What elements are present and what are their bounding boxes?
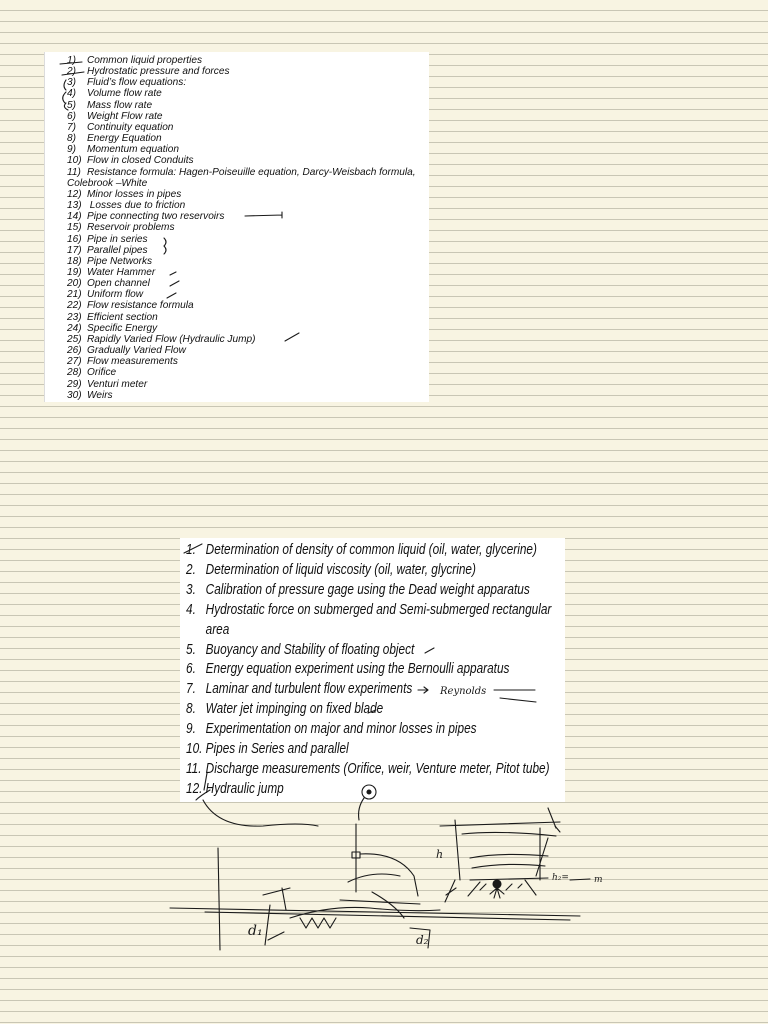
topic-number: 3) bbox=[67, 77, 76, 89]
topic-number: 6) bbox=[67, 110, 76, 122]
topic-number: 23) bbox=[67, 311, 82, 323]
experiment-marks bbox=[184, 544, 536, 800]
topic-text: Flow measurements bbox=[87, 356, 178, 368]
topic-text: Mass flow rate bbox=[87, 99, 153, 111]
topic-text: Common liquid properties bbox=[87, 55, 203, 66]
topic-number: 5) bbox=[67, 99, 76, 111]
topic-text: Reservoir problems bbox=[87, 222, 175, 234]
topic-number: 28) bbox=[67, 367, 82, 379]
experiment-number: 6. bbox=[186, 661, 196, 678]
topic-text: Hydrostatic pressure and forces bbox=[87, 66, 230, 78]
topic-text: Parallel pipes bbox=[87, 244, 148, 256]
topic-number: 1) bbox=[67, 55, 76, 66]
topic-text: Pipe in series bbox=[87, 233, 148, 245]
experiment-number: 9. bbox=[186, 721, 196, 738]
topic-number: 21) bbox=[67, 289, 82, 301]
topic-checkmarks bbox=[164, 212, 299, 341]
experiment-number: 8. bbox=[186, 701, 196, 718]
topic-number: 2) bbox=[67, 66, 76, 78]
topic-number: 22) bbox=[67, 300, 82, 312]
experiment-number: 5. bbox=[186, 641, 196, 658]
topic-number: 27) bbox=[67, 356, 82, 368]
topic-text: Efficient section bbox=[87, 311, 158, 323]
experiment-number: 7. bbox=[186, 681, 196, 698]
experiment-number: 12. bbox=[186, 780, 203, 797]
experiment-number: 3. bbox=[186, 581, 196, 598]
topic-number: 4) bbox=[67, 88, 76, 100]
experiment-text: Calibration of pressure gage using the Dead weight apparatus bbox=[205, 581, 530, 598]
topic-number: 7) bbox=[67, 121, 76, 133]
topic-number: 16) bbox=[67, 233, 82, 245]
topic-text: Fluid’s flow equations: bbox=[87, 77, 187, 89]
topic-text: Uniform flow bbox=[87, 289, 144, 301]
topic-text: Flow resistance formula bbox=[87, 300, 194, 312]
topic-number: 11) bbox=[67, 166, 81, 178]
topic-text: Minor losses in pipes bbox=[87, 188, 182, 200]
topic-text: Specific Energy bbox=[87, 322, 158, 334]
topic-text: Energy Equation bbox=[87, 133, 162, 145]
topic-number: 15) bbox=[67, 222, 82, 234]
topic-text: Resistance formula: Hagen-Poiseuille equation, Darcy-Weisbach formula, Colebrook –White bbox=[67, 166, 416, 189]
experiment-number: 4. bbox=[186, 601, 196, 618]
label-d2: d₂ bbox=[416, 933, 429, 947]
topic-number: 10) bbox=[67, 155, 82, 167]
topic-text: Continuity equation bbox=[87, 121, 174, 133]
topic-number: 19) bbox=[67, 266, 82, 278]
experiment-text: Determination of liquid viscosity (oil, water, glycrine) bbox=[205, 561, 476, 578]
topic-text: Flow in closed Conduits bbox=[87, 155, 194, 167]
label-m: m bbox=[594, 875, 603, 885]
topic-number: 13) bbox=[67, 200, 82, 212]
label-h2: h₂= bbox=[552, 873, 569, 883]
label-h: h bbox=[436, 848, 444, 861]
experiment-text: Hydrostatic force on submerged and Semi-submerged rectangular bbox=[205, 601, 552, 618]
topic-number: 14) bbox=[67, 211, 82, 223]
topic-number: 17) bbox=[67, 244, 82, 256]
topic-number: 29) bbox=[67, 378, 82, 390]
topic-text: Orifice bbox=[87, 367, 117, 379]
topic-number: 8) bbox=[67, 133, 76, 145]
experiment-text: Pipes in Series and parallel bbox=[205, 741, 349, 758]
topic-text: Venturi meter bbox=[87, 378, 148, 390]
topic-number: 12) bbox=[67, 188, 82, 200]
topic-number: 24) bbox=[67, 322, 82, 334]
topic-text: Pipe Networks bbox=[87, 255, 153, 267]
topic-text: Pipe connecting two reservoirs bbox=[87, 211, 225, 223]
topic-number: 9) bbox=[67, 144, 76, 156]
experiment-number: 1. bbox=[186, 542, 196, 558]
experiment-text: Hydraulic jump bbox=[205, 780, 284, 797]
topic-text: Momentum equation bbox=[87, 144, 180, 156]
experiment-text-continuation: area bbox=[205, 621, 230, 638]
topic-number: 25) bbox=[67, 333, 82, 345]
topic-text: Weirs bbox=[87, 389, 113, 401]
topic-text: Open channel bbox=[87, 278, 150, 290]
topic-text: Losses due to friction bbox=[87, 200, 186, 212]
topic-text: Water Hammer bbox=[87, 266, 156, 278]
experiment-text: Water jet impinging on fixed blade bbox=[205, 701, 384, 718]
topic-strikes bbox=[60, 62, 84, 110]
label-d1: d₁ bbox=[248, 923, 263, 939]
experiment-text: Laminar and turbulent flow experiments bbox=[205, 681, 413, 698]
topic-number: 18) bbox=[67, 255, 82, 267]
topic-number: 30) bbox=[67, 389, 82, 401]
topic-number: 26) bbox=[67, 345, 82, 357]
sketch-tank bbox=[440, 808, 590, 902]
experiment-text: Experimentation on major and minor losses in pipes bbox=[205, 721, 477, 738]
experiment-text: Energy equation experiment using the Bernoulli apparatus bbox=[205, 661, 510, 678]
topic-number: 20) bbox=[67, 278, 82, 290]
experiment-text: Buoyancy and Stability of floating object bbox=[205, 641, 415, 658]
experiment-text: Determination of density of common liquid (oil, water, glycerine) bbox=[205, 542, 537, 558]
experiment-number: 10. bbox=[186, 741, 203, 758]
topic-text: Gradually Varied Flow bbox=[87, 345, 186, 357]
topic-text: Volume flow rate bbox=[87, 88, 162, 100]
topic-text: Rapidly Varied Flow (Hydraulic Jump) bbox=[87, 333, 256, 345]
experiment-number: 2. bbox=[186, 561, 196, 578]
sketch-nozzle bbox=[203, 785, 376, 826]
topic-text: Weight Flow rate bbox=[87, 110, 163, 122]
reynolds-note: Reynolds bbox=[440, 686, 487, 697]
experiment-text: Discharge measurements (Orifice, weir, Venture meter, Pitot tube) bbox=[205, 760, 550, 777]
experiment-number: 11. bbox=[186, 760, 202, 777]
